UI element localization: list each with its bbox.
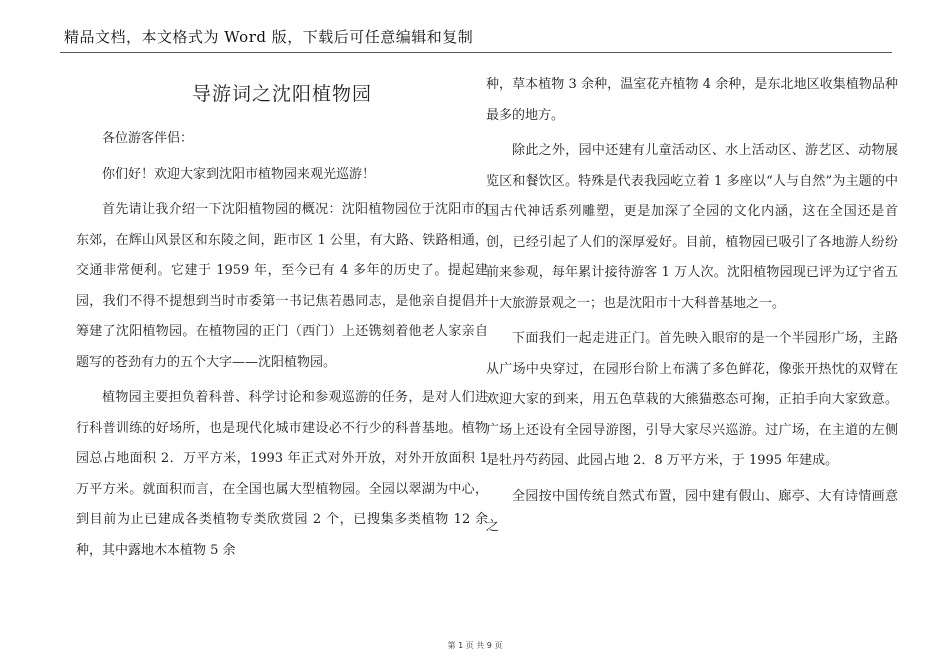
right-column xyxy=(486,70,898,548)
document-title: 导游词之沈阳植物园 xyxy=(191,83,372,105)
facilities-paragraph: 除此之外，园中还建有儿童活动区、水上活动区、游艺区、动物展览区和餐饮区。特殊是代表我园屹立着 1 多座以“人与自然”为主题的中国古代神话系列雕塑，更是加深了全园的文化内涵，这在全国还是首创，已经引起了人们的深厚爱好。目前，植物园已吸引了各地游人纷纷前来参观，每年累计接待游客 1 万人次。沈阳植物园现已评为辽宁省五十大旅游景观之一；也是沈阳市十大科普基地之一。 xyxy=(486,143,898,311)
continued-paragraph: 种，草本植物 3 余种，温室花卉植物 4 余种，是东北地区收集植物品种最多的地方。 xyxy=(486,77,898,123)
welcome-paragraph: 你们好！欢迎大家到沈阳市植物园来观光巡游！ xyxy=(102,166,376,182)
mission-paragraph: 植物园主要担负着科普、科学讨论和参观巡游的任务，是对人们进行科普训练的好场所，也是现代化城市建设必不行少的科普基地。植物园总占地面积 2．万平方米，1993 年正式对外开放，对外开放面积 1 万平方米。就面积而言，在全国也属大型植物园。全园以翠湖为中心，到目前为止已建成各类植物专类欣赏园 2 个，已搜集多类植物 12 余种，其中露地木本植物 5 余 xyxy=(76,390,488,558)
greeting-paragraph: 各位游客伴侣： xyxy=(102,131,194,146)
left-column xyxy=(76,70,488,571)
document-header: 精品文档，本文格式为 Word 版，下载后可任意编辑和复制 xyxy=(64,28,474,46)
overview-paragraph: 首先请让我介绍一下沈阳植物园的概况：沈阳植物园位于沈阳市的东郊，在辉山风景区和东陵之间，距市区 1 公里，有大路、铁路相通，交通非常便利。它建于 1959 年，至今已有 4 多年的历史了。提起建园，我们不得不提想到当时市委第一书记焦若愚同志，是他亲自提倡并筹建了沈阳植物园。在植物园的正门（西门）上还镌刻着他老人家亲自题写的苍劲有力的五个大字——沈阳植物园。 xyxy=(76,202,488,370)
page-number: 第 1 页 共 9 页 xyxy=(447,641,503,650)
layout-paragraph: 全园按中国传统自然式布置，园中建有假山、廊亭、大有诗情画意之 xyxy=(486,488,898,534)
entrance-paragraph: 下面我们一起走进正门。首先映入眼帘的是一个半园形广场，主路从广场中央穿过，在园形台阶上布满了多色鲜花，像张开热忱的双臂在欢迎大家的到来，用五色草栽的大熊猫憨态可掬，正拍手向大家致意。广场上还设有全园导游图，引导大家尽兴巡游。过广场，在主道的左侧是牡丹芍药园、此园占地 2．8 万平方米，于 1995 年建成。 xyxy=(486,331,898,468)
header-divider xyxy=(60,52,892,53)
